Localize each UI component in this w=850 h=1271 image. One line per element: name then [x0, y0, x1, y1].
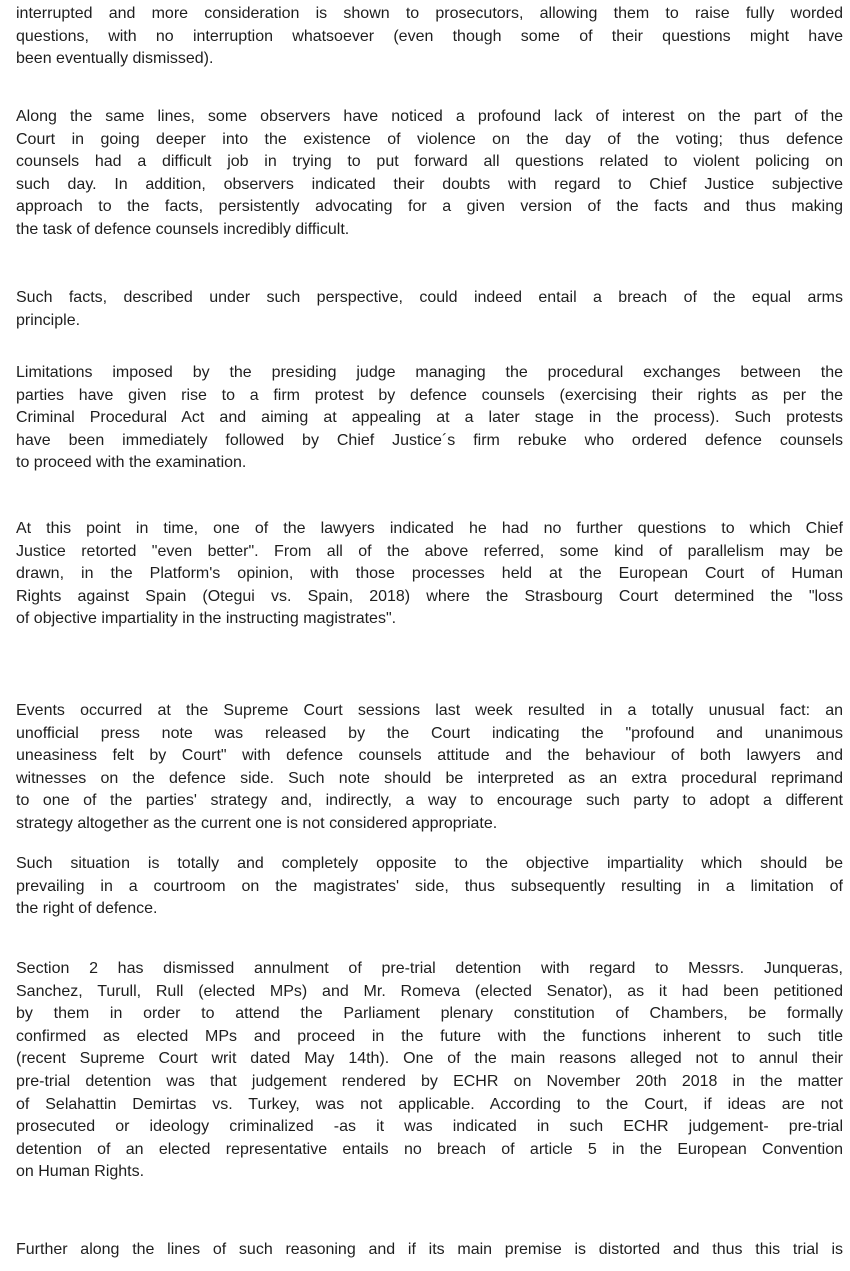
text-line: detention of an elected representative entails no breach of article 5 in the European Convention	[16, 1140, 843, 1158]
text-line: prosecuted or ideology criminalized -as it was indicated in such ECHR judgement- pre-trial	[16, 1118, 843, 1136]
text-line: have been immediately followed by Chief Justice´s firm rebuke who ordered defence counsels	[16, 431, 843, 449]
text-line: Justice retorted "even better". From all of the above referred, some kind of parallelism may be	[16, 542, 843, 560]
paragraph	[16, 518, 843, 631]
text-line: uneasiness felt by Court" with defence counsels attitude and the behaviour of both lawyers and	[16, 747, 843, 765]
text-line: to one of the parties' strategy and, indirectly, a way to encourage such party to adopt a different	[16, 792, 843, 810]
paragraph	[16, 958, 843, 1184]
text-line: by them in order to attend the Parliament plenary constitution of Chambers, be formally	[16, 1005, 843, 1023]
text-line: witnesses on the defence side. Such note should be interpreted as an extra procedural reprimand	[16, 769, 843, 787]
text-line: principle.	[16, 311, 81, 329]
text-line: to proceed with the examination.	[16, 454, 247, 472]
paragraph	[16, 287, 843, 332]
text-line: such day. In addition, observers indicated their doubts with regard to Chief Justice subjective	[16, 175, 843, 193]
text-line: pre-trial detention was that judgement rendered by ECHR on November 20th 2018 in the matter	[16, 1072, 843, 1090]
text-line: prevailing in a courtroom on the magistrates' side, thus subsequently resulting in a limitation of	[16, 877, 843, 895]
text-line: of objective impartiality in the instructing magistrates".	[16, 610, 397, 628]
text-line: questions, with no interruption whatsoever (even though some of their questions might have	[16, 27, 843, 45]
text-line: Along the same lines, some observers have noticed a profound lack of interest on the part of the	[16, 108, 843, 125]
text-line: Sanchez, Turull, Rull (elected MPs) and Mr. Romeva (elected Senator), as it had been petitioned	[16, 982, 843, 1000]
text-line: the task of defence counsels incredibly difficult.	[16, 220, 350, 238]
text-line: Events occurred at the Supreme Court sessions last week resulted in a totally unusual fact: an	[16, 702, 843, 719]
text-line: Limitations imposed by the presiding judge managing the procedural exchanges between the	[16, 364, 843, 381]
text-line: parties have given rise to a firm protest by defence counsels (exercising their rights as per the	[16, 386, 843, 404]
text-line: the right of defence.	[16, 900, 158, 918]
text-line: drawn, in the Platform's opinion, with those processes held at the European Court of Human	[16, 565, 843, 583]
text-line: Criminal Procedural Act and aiming at appealing at a later stage in the process). Such protests	[16, 409, 843, 427]
paragraph	[16, 106, 843, 242]
paragraph	[16, 3, 843, 71]
text-line: unofficial press note was released by the Court indicating the "profound and unanimous	[16, 724, 843, 742]
paragraph	[16, 700, 843, 836]
text-line: confirmed as elected MPs and proceed in the future with the functions inherent to such title	[16, 1027, 843, 1045]
paragraph	[16, 1239, 843, 1262]
text-line: Court in going deeper into the existence of violence on the day of the voting; thus defence	[16, 130, 843, 148]
text-line: Such situation is totally and completely opposite to the objective impartiality which should be	[16, 855, 843, 872]
text-line: Rights against Spain (Otegui vs. Spain, 2018) where the Strasbourg Court determined the "loss	[16, 587, 843, 605]
paragraph	[16, 362, 843, 475]
text-line: (recent Supreme Court writ dated May 14th). One of the main reasons alleged not to annul their	[16, 1050, 843, 1068]
text-line: Section 2 has dismissed annulment of pre-trial detention with regard to Messrs. Junqueras,	[16, 960, 843, 977]
text-line: Such facts, described under such perspective, could indeed entail a breach of the equal arms	[16, 289, 843, 306]
paragraph	[16, 853, 843, 921]
text-line: been eventually dismissed).	[16, 50, 214, 68]
text-line: of Selahattin Demirtas vs. Turkey, was not applicable. According to the Court, if ideas are not	[16, 1095, 843, 1113]
text-line: At this point in time, one of the lawyers indicated he had no further questions to which Chief	[16, 520, 843, 537]
text-line: Further along the lines of such reasoning and if its main premise is distorted and thus this trial is	[16, 1241, 843, 1258]
text-line: strategy altogether as the current one is not considered appropriate.	[16, 814, 498, 832]
text-line: on Human Rights.	[16, 1163, 145, 1181]
text-line: counsels had a difficult job in trying to put forward all questions related to violent policing on	[16, 153, 843, 171]
text-line: interrupted and more consideration is shown to prosecutors, allowing them to raise fully worded	[16, 5, 843, 22]
text-line: approach to the facts, persistently advocating for a given version of the facts and thus making	[16, 198, 843, 216]
